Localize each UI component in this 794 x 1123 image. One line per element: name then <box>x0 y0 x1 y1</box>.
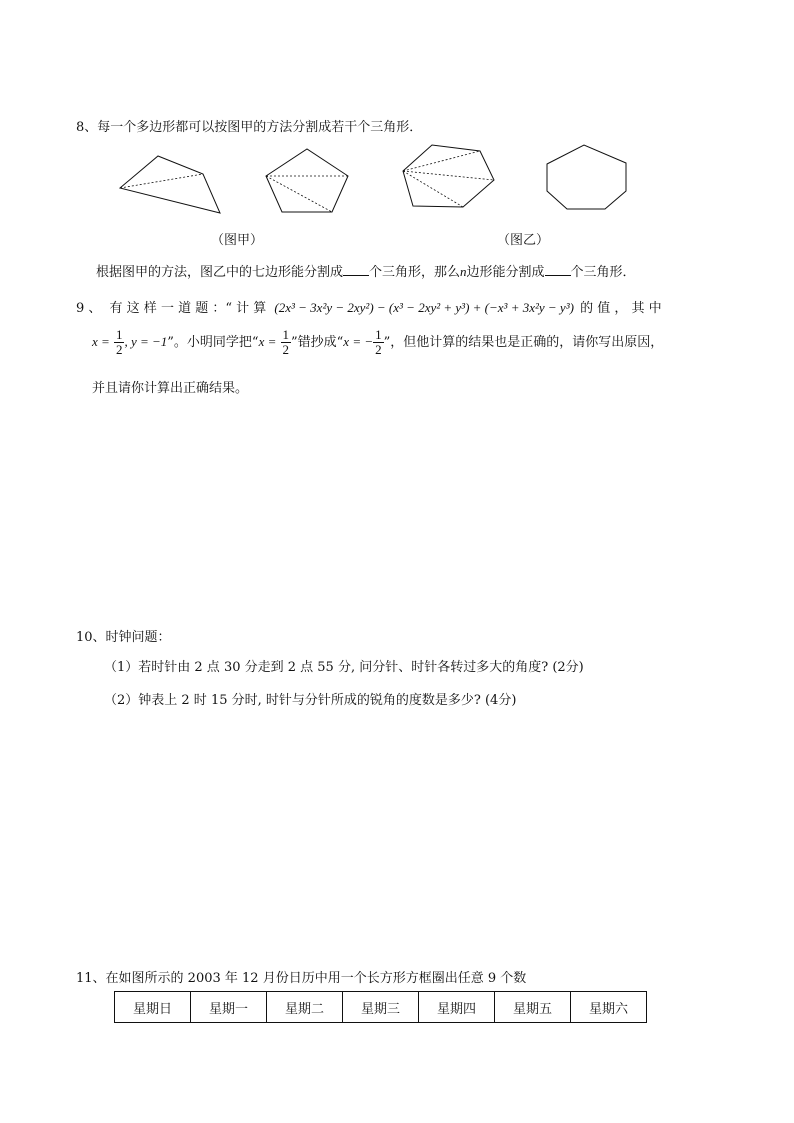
q9-line3: 并且请你计算出正确结果。 <box>92 381 249 396</box>
q10-sub1: （1）若时针由 2 点 30 分走到 2 点 55 分, 问分针、时针各转过多大的角度? (2分) <box>104 660 584 675</box>
figure-quadrilateral <box>120 156 220 213</box>
fraction-half-2: $\frac{1}{2}$ <box>282 327 289 357</box>
q10-title: 时钟问题： <box>105 630 171 645</box>
answer-blank-heptagon[interactable] <box>343 262 369 276</box>
q11-number: 11、 <box>76 971 106 986</box>
q10-sub2: （2）钟表上 2 时 15 分时, 时针与分针所成的锐角的度数是多少? (4分) <box>104 693 517 708</box>
q9-line1: 9 、 有 这 样 一 道 题 ：“ 计 算 (2x³ − 3x²y − 2xy²) − (x³ − 2xy² + y³) + (−x³ + 3x²y − y³) 的 值 ， 其 中 <box>76 300 662 316</box>
q9-number: 9 、 <box>76 301 102 316</box>
weekday-cell: 星期一 <box>191 992 267 1023</box>
q9-line2: x = $\frac{1}{2}$ , y = −1”。小明同学把“x = $\frac{1}{2}$ ”错抄成“x = − $\frac{1}{2}$ ”，但他计算的结果也是正确的，请你写出原因， <box>92 327 664 357</box>
q8-follow-line: 根据图甲的方法，图乙中的七边形能分割成 个三角形，那么n边形能分割成 个三角形． <box>96 264 636 280</box>
weekday-cell: 星期四 <box>419 992 495 1023</box>
calendar-header-table <box>114 991 647 1023</box>
q10-number: 10、 <box>76 630 106 645</box>
weekday-cell: 星期二 <box>267 992 343 1023</box>
figure-pentagon <box>266 149 348 212</box>
q11-text: 在如图所示的 2003 年 12 月份日历中用一个长方形方框圈出任意 9 个数 <box>105 971 527 986</box>
fraction-half: $\frac{1}{2}$ <box>115 327 123 357</box>
q8-number: 8、 <box>76 120 98 135</box>
caption-jia: （图甲） <box>211 233 264 248</box>
weekday-cell: 星期三 <box>343 992 419 1023</box>
weekday-cell: 星期六 <box>571 992 647 1023</box>
q8-text: 每一个多边形都可以按图甲的方法分割成若干个三角形． <box>97 120 423 135</box>
weekday-cell: 星期日 <box>115 992 191 1023</box>
q10-title-line <box>76 626 171 645</box>
q11-line <box>76 967 526 986</box>
figure-heptagon <box>547 145 626 209</box>
figure-hexagon <box>403 145 494 207</box>
caption-yi: （图乙） <box>497 233 550 248</box>
fraction-half-3: $\frac{1}{2}$ <box>375 327 382 357</box>
weekday-cell: 星期五 <box>495 992 571 1023</box>
q9-expression: (2x³ − 3x²y − 2xy²) − (x³ − 2xy² + y³) + (−x³ + 3x²y − y³) <box>274 300 574 315</box>
answer-blank-n-gon[interactable] <box>545 262 571 276</box>
calendar-header-row <box>115 992 647 1023</box>
